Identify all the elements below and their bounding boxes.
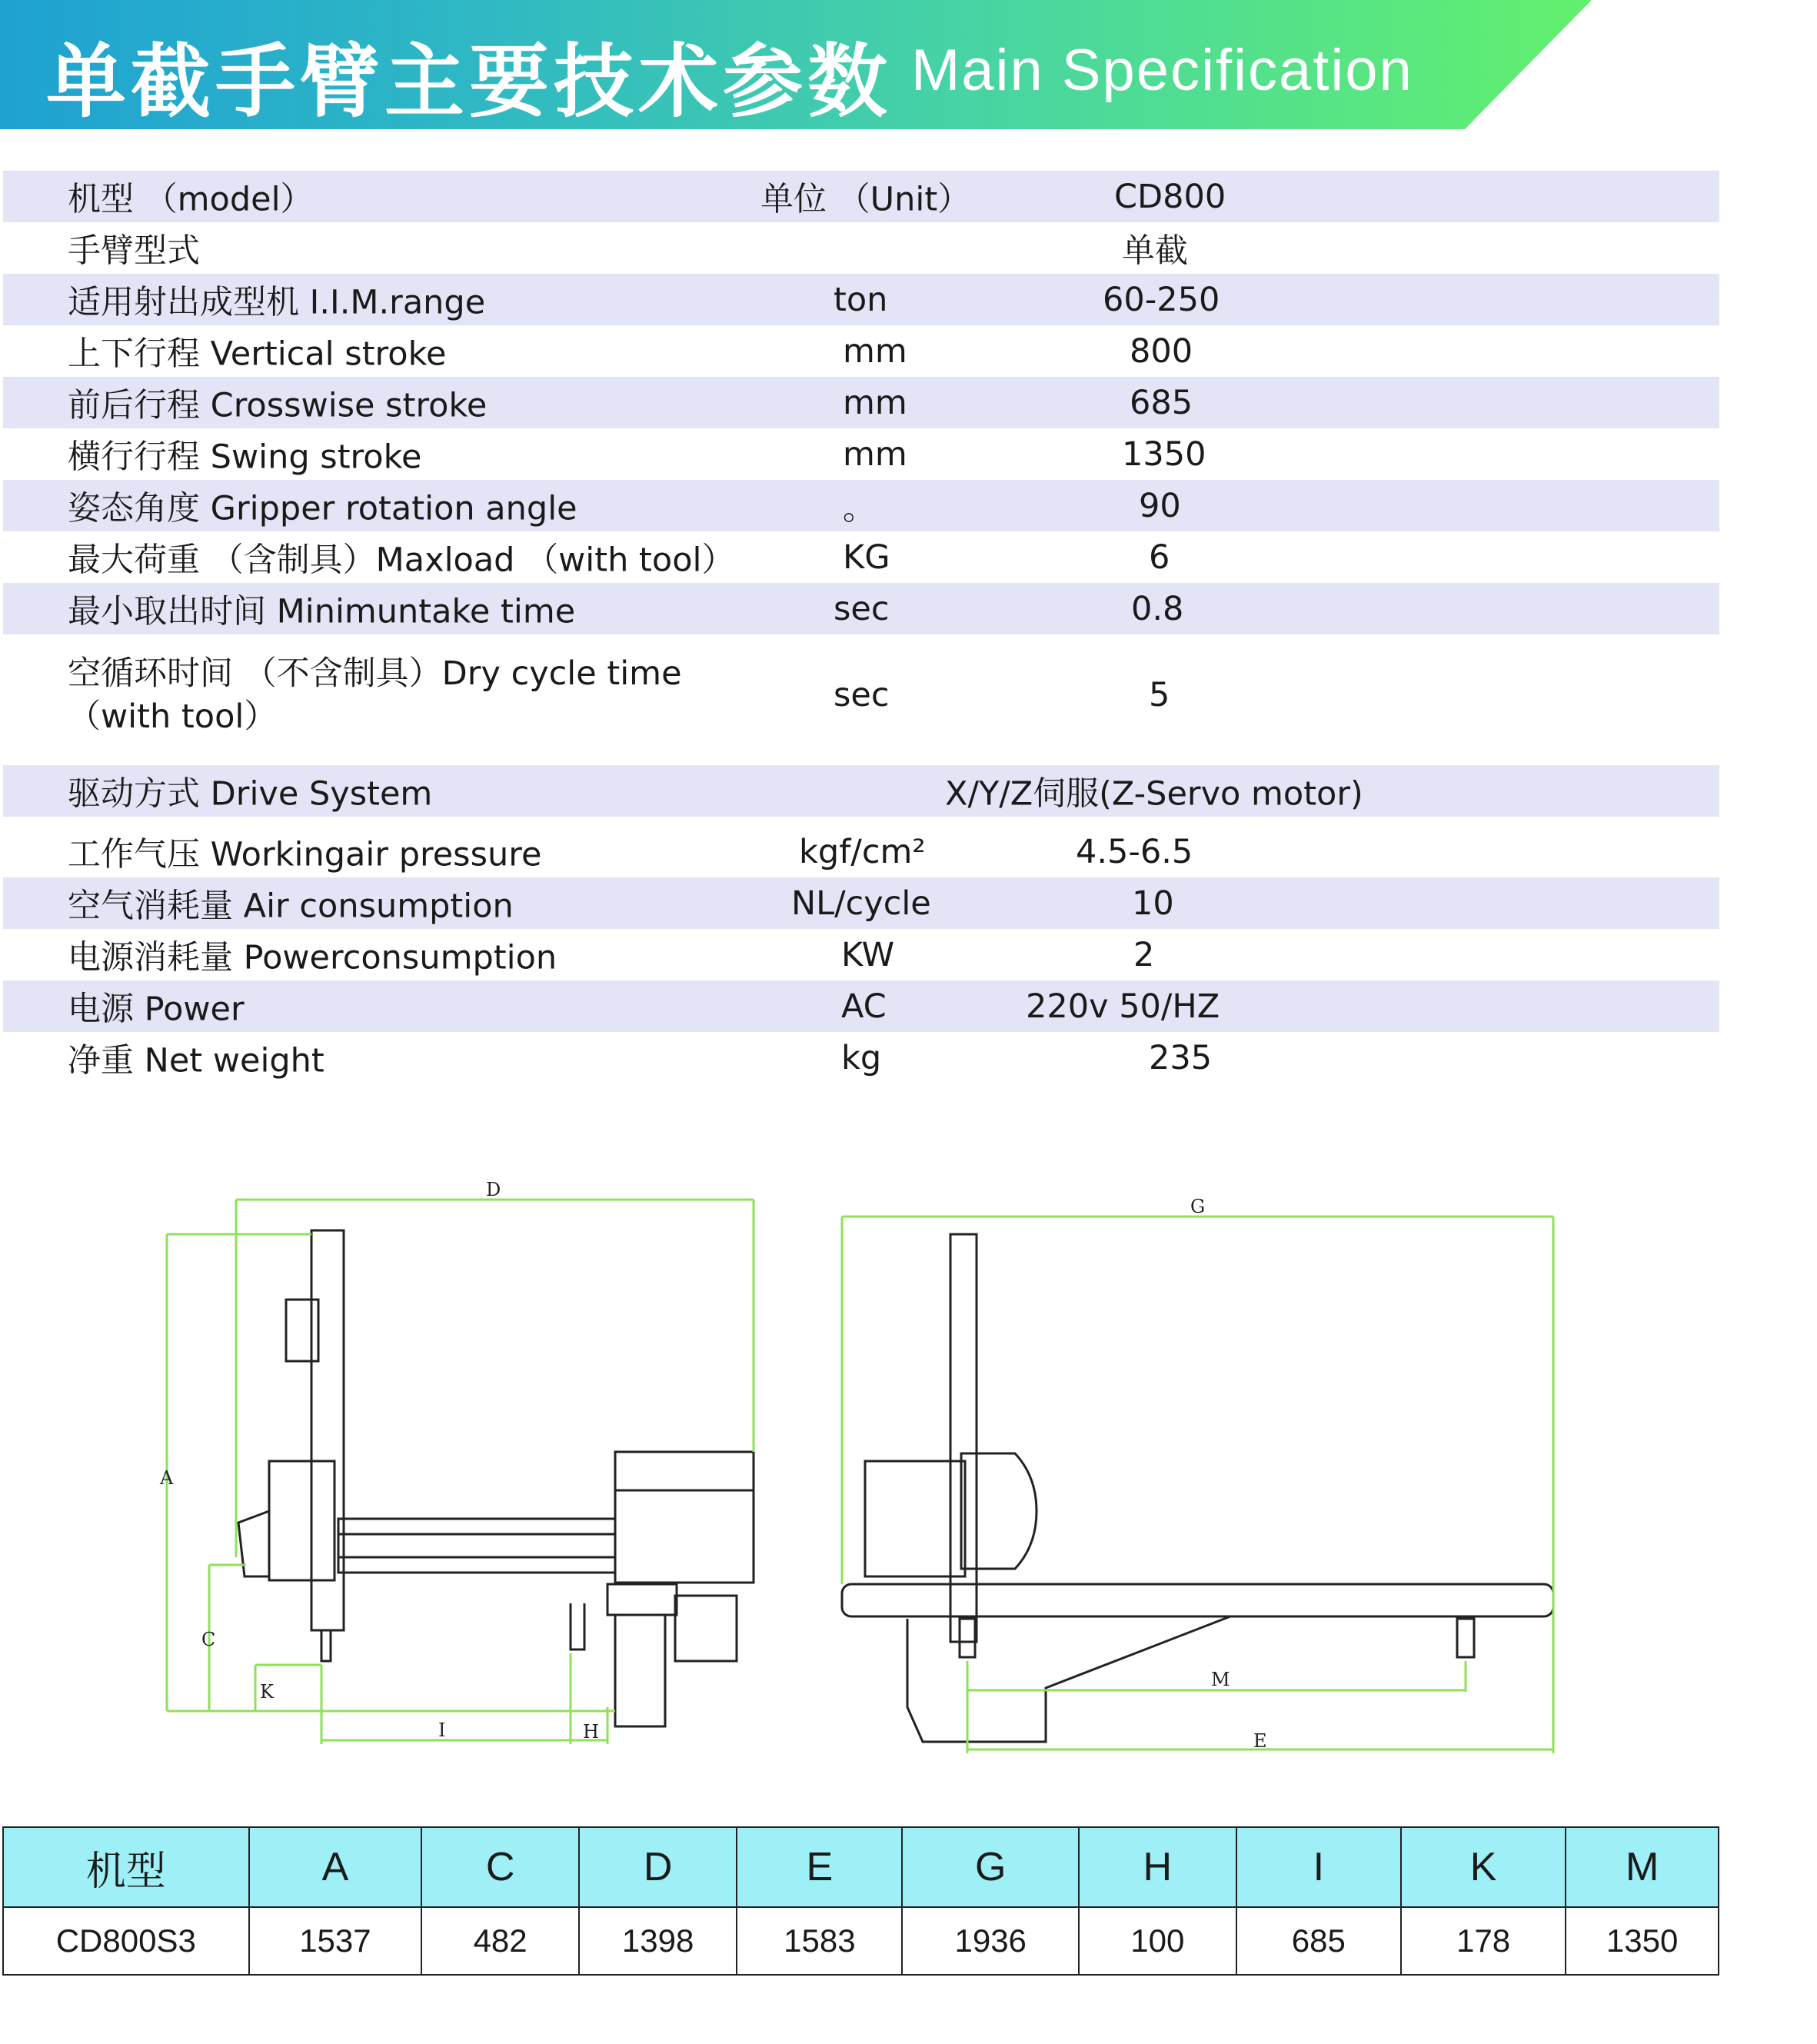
dimension-value-cell: 1398	[579, 1907, 737, 1975]
dimension-drawing	[0, 1169, 1817, 1769]
dim-label-i: I	[438, 1719, 446, 1741]
dimension-table-header	[3, 1827, 1719, 1907]
spec-row: 工作气压 Workingair pressure kgf/cm² 4.5-6.5	[3, 826, 1719, 877]
dim-label-h: H	[583, 1721, 599, 1743]
dimension-table-row	[3, 1907, 1719, 1975]
spec-row: 上下行程 Vertical stroke mm 800	[3, 325, 1719, 377]
motor-housing-right	[961, 1453, 1037, 1569]
dim-label-e: E	[1253, 1730, 1267, 1752]
spec-name: 上下行程 Vertical stroke	[68, 335, 447, 373]
dimension-value-cell: 482	[421, 1907, 579, 1975]
spec-name: 净重 Net weight	[68, 1041, 324, 1080]
spec-name: 最大荷重 （含制具）Maxload （with tool）	[68, 541, 735, 579]
air-unit	[675, 1596, 737, 1661]
spec-row: 适用射出成型机 I.I.M.range ton 60-250	[3, 274, 1719, 325]
dimension-header-cell: G	[902, 1827, 1079, 1907]
spec-name: 空气消耗量 Air consumption	[68, 887, 514, 925]
dimension-header-cell: C	[421, 1827, 579, 1907]
dim-label-m: M	[1211, 1669, 1230, 1690]
traverse-motor-box	[615, 1452, 754, 1583]
dimension-value-cell: 685	[1236, 1907, 1401, 1975]
spec-name: 手臂型式	[68, 231, 200, 270]
spec-name: 驱动方式 Drive System	[68, 774, 433, 813]
gripper-right	[571, 1603, 584, 1650]
dim-label-a: A	[160, 1467, 174, 1489]
spec-name: 机型 （model）	[68, 180, 314, 218]
spec-row: 前后行程 Crosswise stroke mm 685	[3, 377, 1719, 428]
traverse-column	[615, 1615, 665, 1726]
crosswise-beam-left	[338, 1519, 615, 1573]
spec-row: 电源消耗量 Powerconsumption KW 2	[3, 929, 1719, 980]
dimension-value-cell: 1583	[737, 1907, 902, 1975]
dimension-header-cell: D	[579, 1827, 737, 1907]
dimension-value-cell: CD800S3	[3, 1907, 249, 1975]
vertical-arm-right	[950, 1234, 977, 1642]
arm-bracket-upper	[286, 1300, 318, 1361]
spec-name: 工作气压 Workingair pressure	[68, 835, 542, 874]
header-title-en: Main Specification	[911, 38, 1413, 103]
control-box-left	[269, 1461, 334, 1580]
dimension-header-cell: E	[737, 1827, 902, 1907]
gripper-right-view-2	[1457, 1619, 1474, 1657]
spec-name: 空循环时间 （不含制具）Dry cycle time （with tool）	[68, 654, 682, 736]
dimension-value-cell: 1537	[249, 1907, 422, 1975]
spec-row: 净重 Net weight kg 235	[3, 1032, 1719, 1084]
spec-row: 驱动方式 Drive System X/Y/Z伺服(Z-Servo motor)	[3, 765, 1719, 817]
gripper-left	[321, 1630, 331, 1661]
spec-name: 适用射出成型机 I.I.M.range	[68, 283, 486, 321]
dimension-header-cell: K	[1401, 1827, 1566, 1907]
spec-row: 空循环时间 （不含制具）Dry cycle time （with tool） sec 5	[3, 634, 1719, 756]
spec-row: 横行行程 Swing stroke mm 1350	[3, 428, 1719, 480]
spec-name: 最小取出时间 Minimuntake time	[68, 592, 576, 631]
spec-name: 电源 Power	[68, 990, 245, 1028]
dim-label-k: K	[260, 1681, 274, 1703]
spec-row: 最小取出时间 Minimuntake time sec 0.8	[3, 583, 1719, 634]
spec-row: 最大荷重 （含制具）Maxload （with tool） KG 6	[3, 531, 1719, 583]
spec-table	[3, 171, 1719, 1084]
dimension-value-cell: 178	[1401, 1907, 1566, 1975]
dim-label-g: G	[1190, 1196, 1206, 1217]
support-base-right	[907, 1616, 1230, 1742]
spec-row: 姿态角度 Gripper rotation angle 。 90	[3, 480, 1719, 531]
dimension-header-cell: H	[1079, 1827, 1236, 1907]
dimension-header-cell: M	[1566, 1827, 1719, 1907]
dim-label-c: C	[201, 1629, 216, 1650]
header-title-cn: 单截手臂主要技术参数	[46, 35, 893, 128]
dimension-table	[2, 1826, 1719, 1976]
dim-label-d: D	[486, 1179, 501, 1200]
dimension-value-cell: 100	[1079, 1907, 1236, 1975]
dimension-header-cell: 机型	[3, 1827, 249, 1907]
spec-row: 手臂型式 单截	[3, 222, 1719, 274]
dimension-value-cell: 1350	[1566, 1907, 1719, 1975]
traverse-beam-right	[842, 1584, 1553, 1616]
traverse-carriage	[607, 1584, 677, 1615]
spec-name: 前后行程 Crosswise stroke	[68, 386, 488, 424]
dimension-header-cell: I	[1236, 1827, 1401, 1907]
gripper-right-view-1	[960, 1619, 975, 1657]
dimension-value-cell: 1936	[902, 1907, 1079, 1975]
dimension-header-cell: A	[249, 1827, 422, 1907]
arm-housing-left	[238, 1511, 269, 1576]
spec-name: 姿态角度 Gripper rotation angle	[68, 489, 577, 528]
spec-name: 横行行程 Swing stroke	[68, 438, 422, 476]
spec-row: 机型 （model） 单位 （Unit） CD800	[3, 171, 1719, 222]
spec-name: 电源消耗量 Powerconsumption	[68, 938, 557, 977]
spec-row: 空气消耗量 Air consumption NL/cycle 10	[3, 877, 1719, 929]
spec-row: 电源 Power AC 220v 50/HZ	[3, 980, 1719, 1032]
